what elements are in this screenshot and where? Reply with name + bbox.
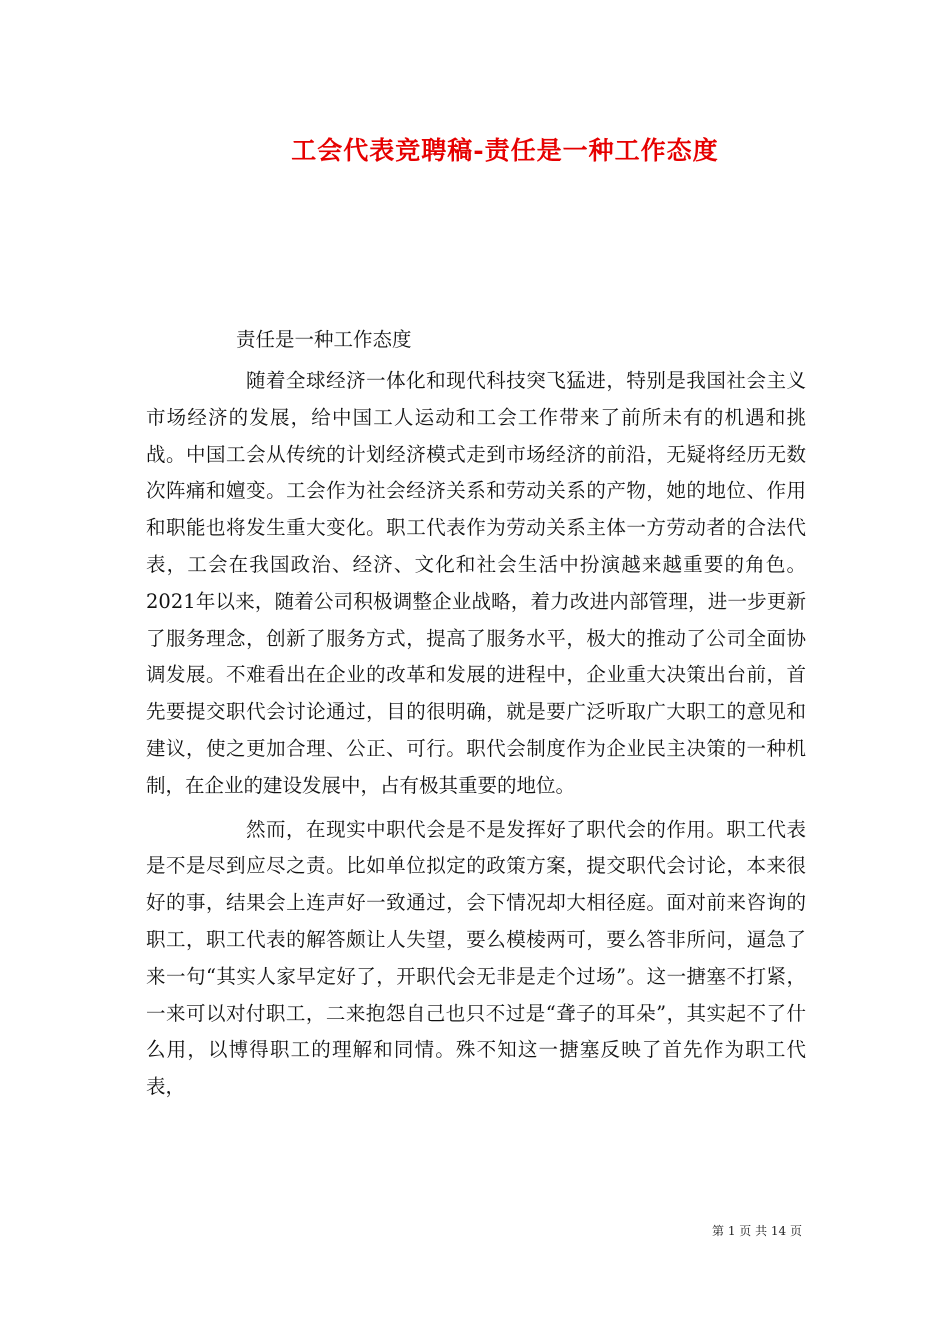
paragraph-1: 随着全球经济一体化和现代科技突飞猛进，特别是我国社会主义市场经济的发展，给中国工人运动和工会工作带来了前所未有的机遇和挑战。中国工会从传统的计划经济模式走到市场经济的前沿，无疑将经历无数次阵痛和嬗变。工会作为社会经济关系和劳动关系的产物，她的地位、作用和职能也将发生重大变化。职工代表作为劳动关系主体一方劳动者的合法代表，工会在我国政治、经济、文化和社会生活中扮演越来越重要的角色。2021年以来，随着公司积极调整企业战略，着力改进内部管理，进一步更新了服务理念，创新了服务方式，提高了服务水平，极大的推动了公司全面协调发展。不难看出在企业的改革和发展的进程中，企业重大决策出台前，首先要提交职代会讨论通过，目的很明确，就是要广泛听取广大职工的意见和建议，使之更加合理、公正、可行。职代会制度作为企业民主决策的一种机制，在企业的建设发展中，占有极其重要的地位。 <box>146 369 806 797</box>
document-body <box>146 363 806 1106</box>
page-number-footer: 第 1 页 共 14 页 <box>712 1224 802 1238</box>
document-title: 工会代表竞聘稿-责任是一种工作态度 <box>291 136 719 165</box>
document-subtitle: 责任是一种工作态度 <box>236 328 412 351</box>
paragraph-2: 然而，在现实中职代会是不是发挥好了职代会的作用。职工代表是不是尽到应尽之责。比如单位拟定的政策方案，提交职代会讨论，本来很好的事，结果会上连声好一致通过，会下情况却大相径庭。面对前来咨询的职工，职工代表的解答颇让人失望，要么模棱两可，要么答非所问，逼急了来一句“其实人家早定好了，开职代会无非是走个过场”。这一搪塞不打紧，一来可以对付职工，二来抱怨自己也只不过是“聋子的耳朵”，其实起不了什么用，以博得职工的理解和同情。殊不知这一搪塞反映了首先作为职工代表， <box>146 817 806 1099</box>
